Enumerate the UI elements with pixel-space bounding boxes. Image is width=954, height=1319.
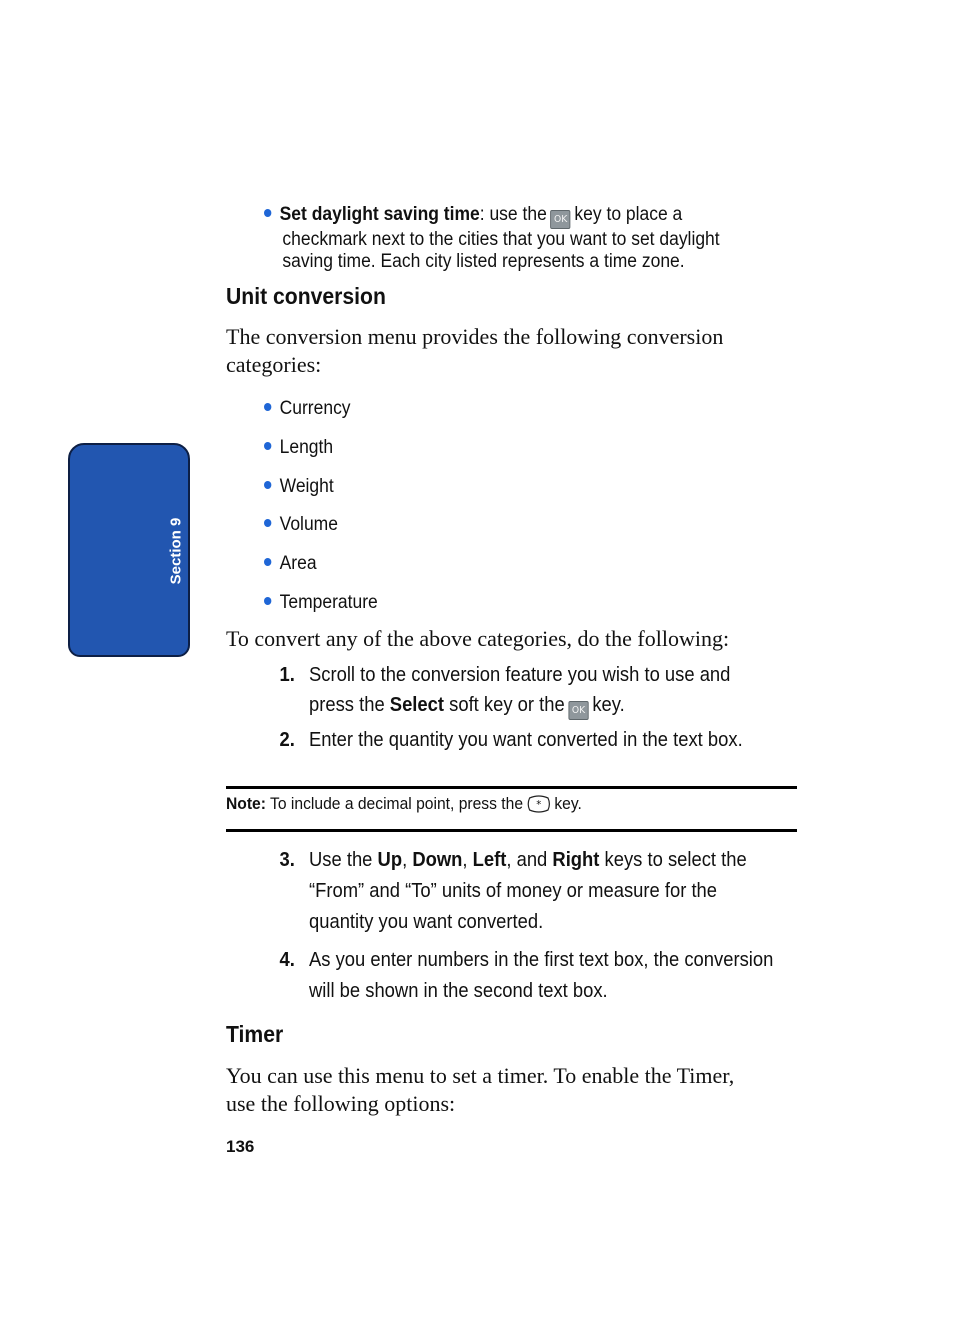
list-item: Temperature [264, 591, 378, 615]
step-number: 4. [279, 949, 295, 971]
step-number: 1. [279, 664, 295, 686]
bullet-icon [264, 209, 271, 217]
ok-key-icon: OK [550, 210, 570, 229]
star-key-icon [527, 795, 551, 813]
bullet-icon [264, 403, 271, 411]
unit-conversion-heading: Unit conversion [226, 283, 386, 309]
bullet-icon [264, 442, 271, 450]
bullet-icon [264, 597, 271, 605]
step-3: 3. Use the Up, Down, Left, and Right keys to select the “From” and “To” units of money or measure for the quantity you want converted. [309, 845, 747, 937]
step-4: 4. As you enter numbers in the first text box, the conversion will be shown in the second text box. [309, 945, 773, 1006]
list-item: Area [264, 552, 378, 591]
svg-text:*: * [536, 798, 542, 812]
note-bottom-rule [226, 829, 797, 832]
step-number: 2. [279, 729, 295, 751]
list-item: Length [264, 436, 378, 475]
note: Note: To include a decimal point, press the * key. [226, 794, 582, 813]
timer-intro: You can use this menu to set a timer. To enable the Timer, use the following options: [226, 1063, 735, 1116]
step-1: 1. Scroll to the conversion feature you wish to use and press the Select soft key or the OK key. [309, 660, 730, 720]
bullet-icon [264, 481, 271, 489]
step-number: 3. [279, 849, 295, 871]
bullet-icon [264, 519, 271, 527]
steps-intro: To convert any of the above categories, do the following: [226, 626, 730, 651]
list-item: Weight [264, 475, 378, 513]
note-top-rule [226, 786, 797, 789]
step-2: 2. Enter the quantity you want converted in the text box. [309, 725, 743, 755]
timer-heading: Timer [226, 1021, 284, 1047]
unit-conversion-intro: The conversion menu provides the following conversion categories: [226, 324, 724, 377]
section-tab-label: Section 9 [167, 517, 185, 585]
page-number: 136 [226, 1137, 255, 1156]
bullet-icon [264, 558, 271, 566]
ok-key-icon: OK [568, 701, 588, 720]
category-list [264, 397, 378, 615]
list-item: Currency [264, 397, 378, 436]
list-item: Volume [264, 513, 378, 552]
daylight-saving-bullet: Set daylight saving time: use the OK key to place a checkmark next to the cities that you want to set daylight saving time. Each city listed represents a time zone. [264, 203, 720, 274]
